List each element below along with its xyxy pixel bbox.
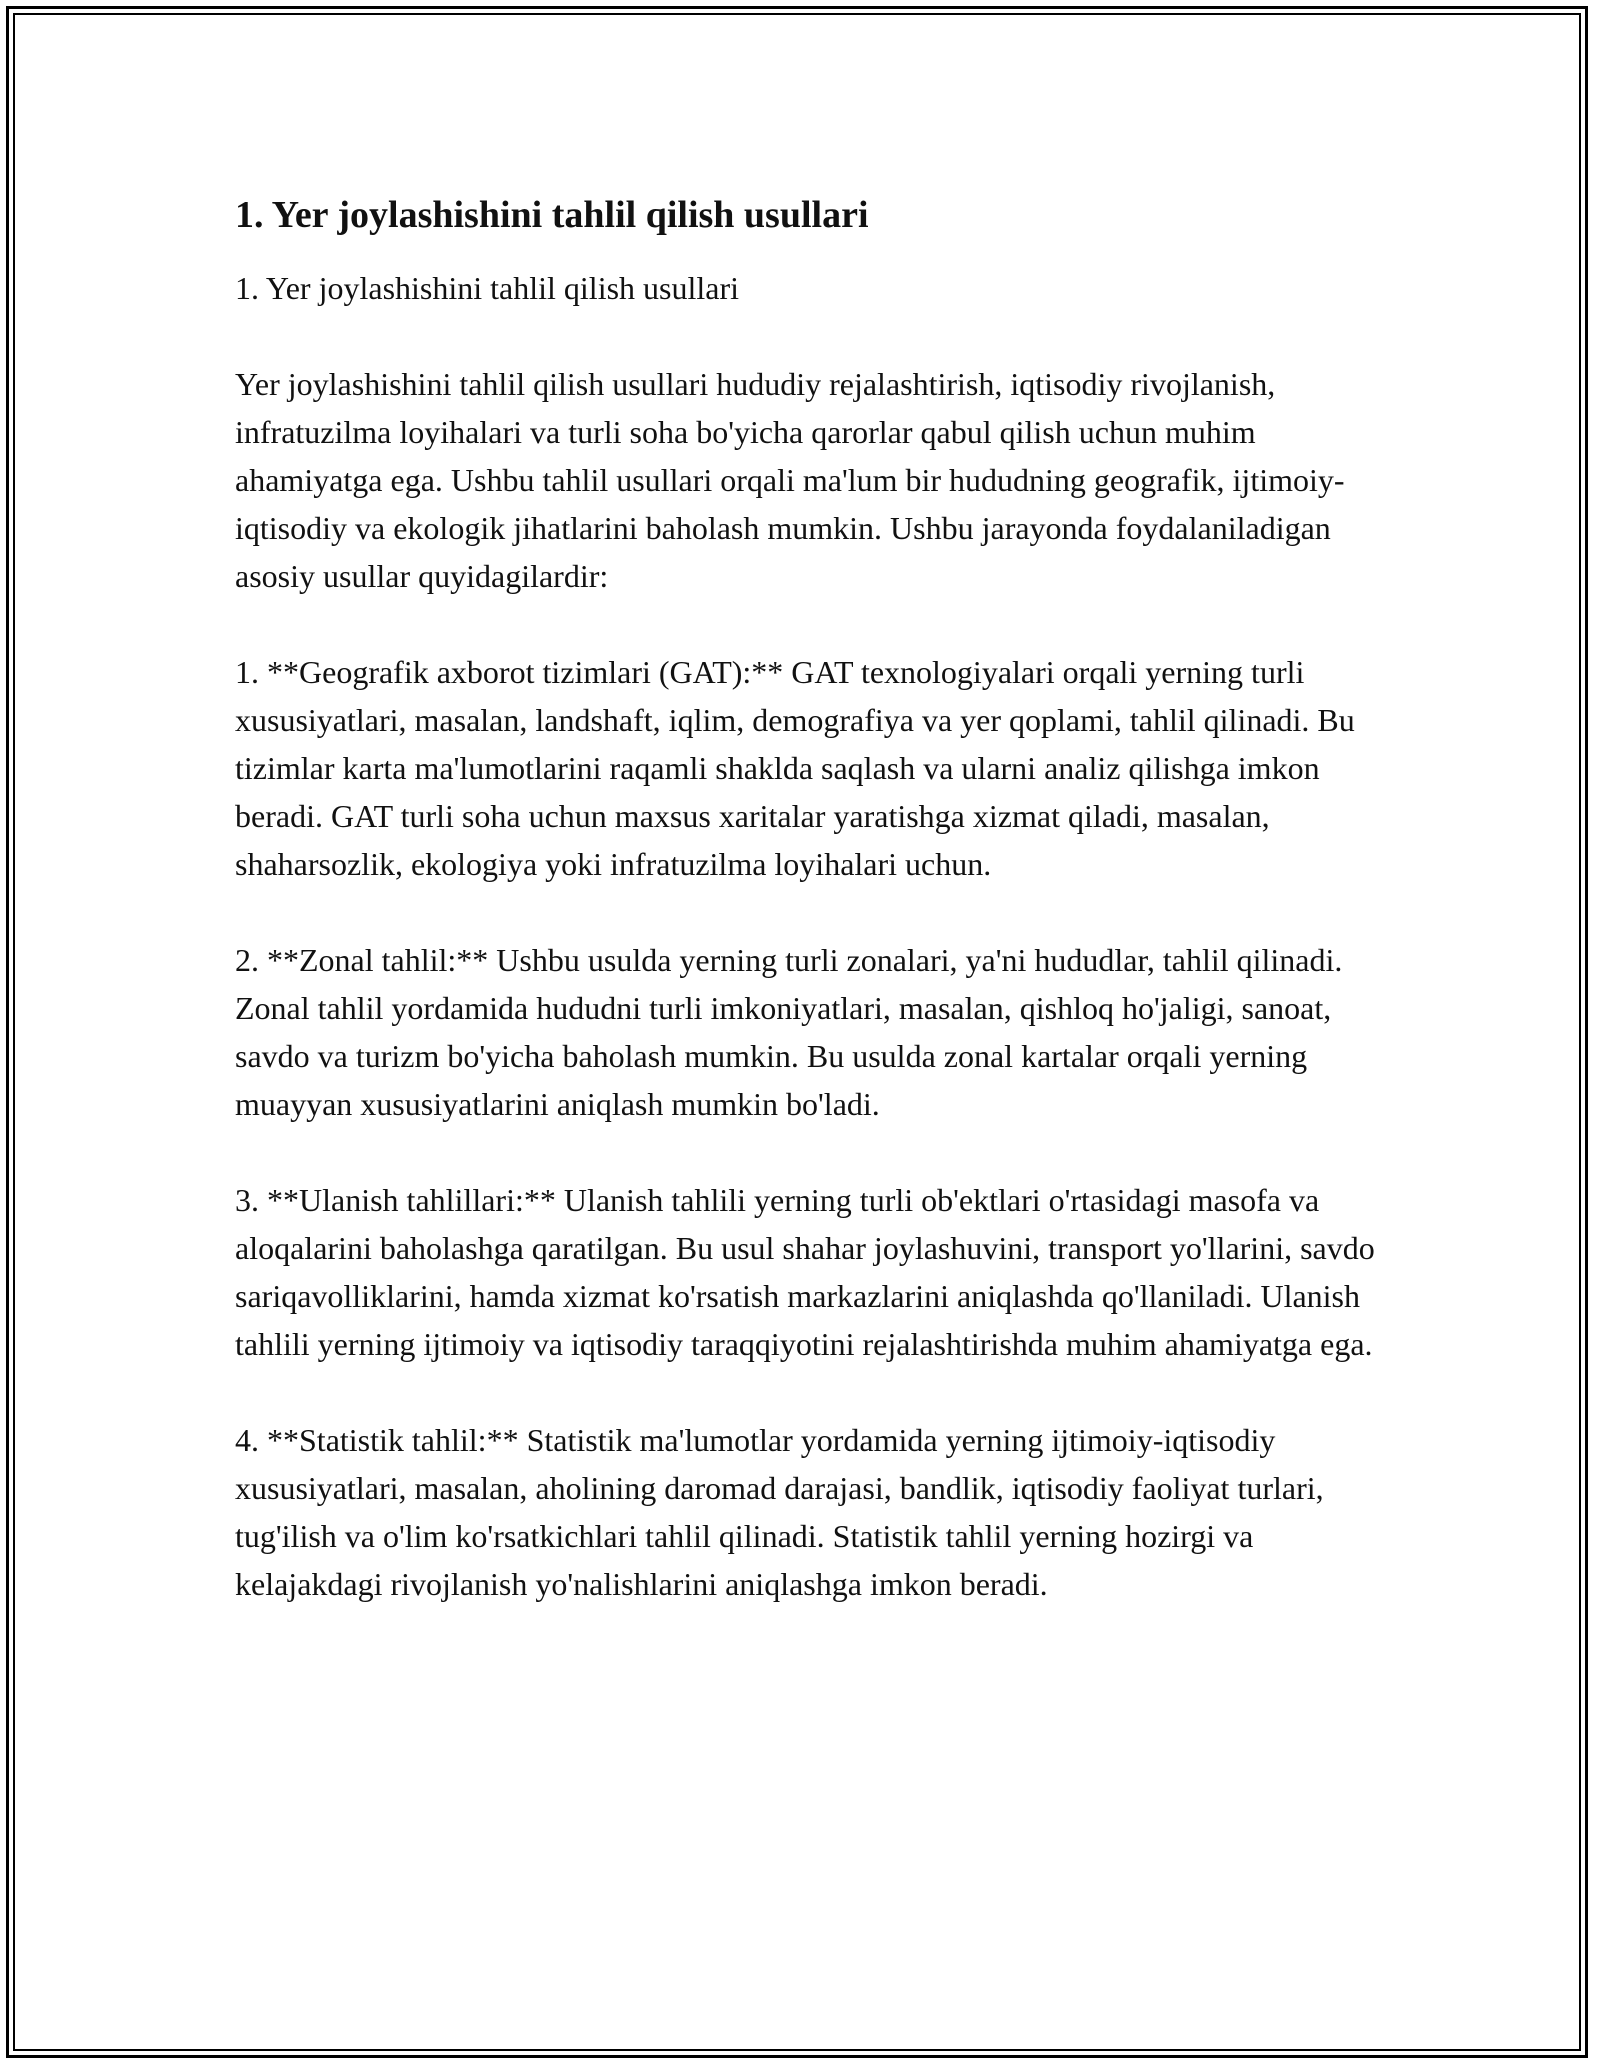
document-body: [235, 190, 1385, 1608]
document-title: 1. Yer joylashishini tahlil qilish usullari: [235, 194, 869, 236]
document-subtitle: 1. Yer joylashishini tahlil qilish usullari: [235, 270, 740, 306]
paragraph-ulanish: 3. **Ulanish tahlillari:** Ulanish tahlili yerning turli ob'ektlari o'rtasidagi masofa va aloqalarini baholashga qaratilgan. Bu usul shahar joylashuvini, transport yo'llarini, savdo sariqavolliklarini, hamda xizmat ko'rsatish markazlarini aniqlashda qo'llaniladi. Ulanish tahlili yerning ijtimoiy va iqtisodiy taraqqiyotini rejalashtirishda muhim ahamiyatga ega.: [235, 1182, 1375, 1362]
paragraph-zonal: 2. **Zonal tahlil:** Ushbu usulda yerning turli zonalari, ya'ni hududlar, tahlil qilinadi. Zonal tahlil yordamida hududni turli imkoniyatlari, masalan, qishloq ho'jaligi, sanoat, savdo va turizm bo'yicha baholash mumkin. Bu usulda zonal kartalar orqali yerning muayyan xususiyatlarini aniqlash mumkin bo'ladi.: [235, 942, 1343, 1122]
paragraph-gat: 1. **Geografik axborot tizimlari (GAT):** GAT texnologiyalari orqali yerning turli xususiyatlari, masalan, landshaft, iqlim, demografiya va yer qoplami, tahlil qilinadi. Bu tizimlar karta ma'lumotlarini raqamli shaklda saqlash va ularni analiz qilishga imkon beradi. GAT turli soha uchun maxsus xaritalar yaratishga xizmat qiladi, masalan, shaharsozlik, ekologiya yoki infratuzilma loyihalari uchun.: [235, 654, 1355, 882]
paragraph-statistik: 4. **Statistik tahlil:** Statistik ma'lumotlar yordamida yerning ijtimoiy-iqtisodiy xususiyatlari, masalan, aholining daromad darajasi, bandlik, iqtisodiy faoliyat turlari, tug'ilish va o'lim ko'rsatkichlari tahlil qilinadi. Statistik tahlil yerning hozirgi va kelajakdagi rivojlanish yo'nalishlarini aniqlashga imkon beradi.: [235, 1422, 1324, 1602]
paragraph-intro: Yer joylashishini tahlil qilish usullari hududiy rejalashtirish, iqtisodiy rivojlanish, infratuzilma loyihalari va turli soha bo'yicha qarorlar qabul qilish uchun muhim ahamiyatga ega. Ushbu tahlil usullari orqali ma'lum bir hududning geografik, ijtimoiy-iqtisodiy va ekologik jihatlarini baholash mumkin. Ushbu jarayonda foydalaniladigan asosiy usullar quyidagilardir:: [235, 366, 1345, 594]
